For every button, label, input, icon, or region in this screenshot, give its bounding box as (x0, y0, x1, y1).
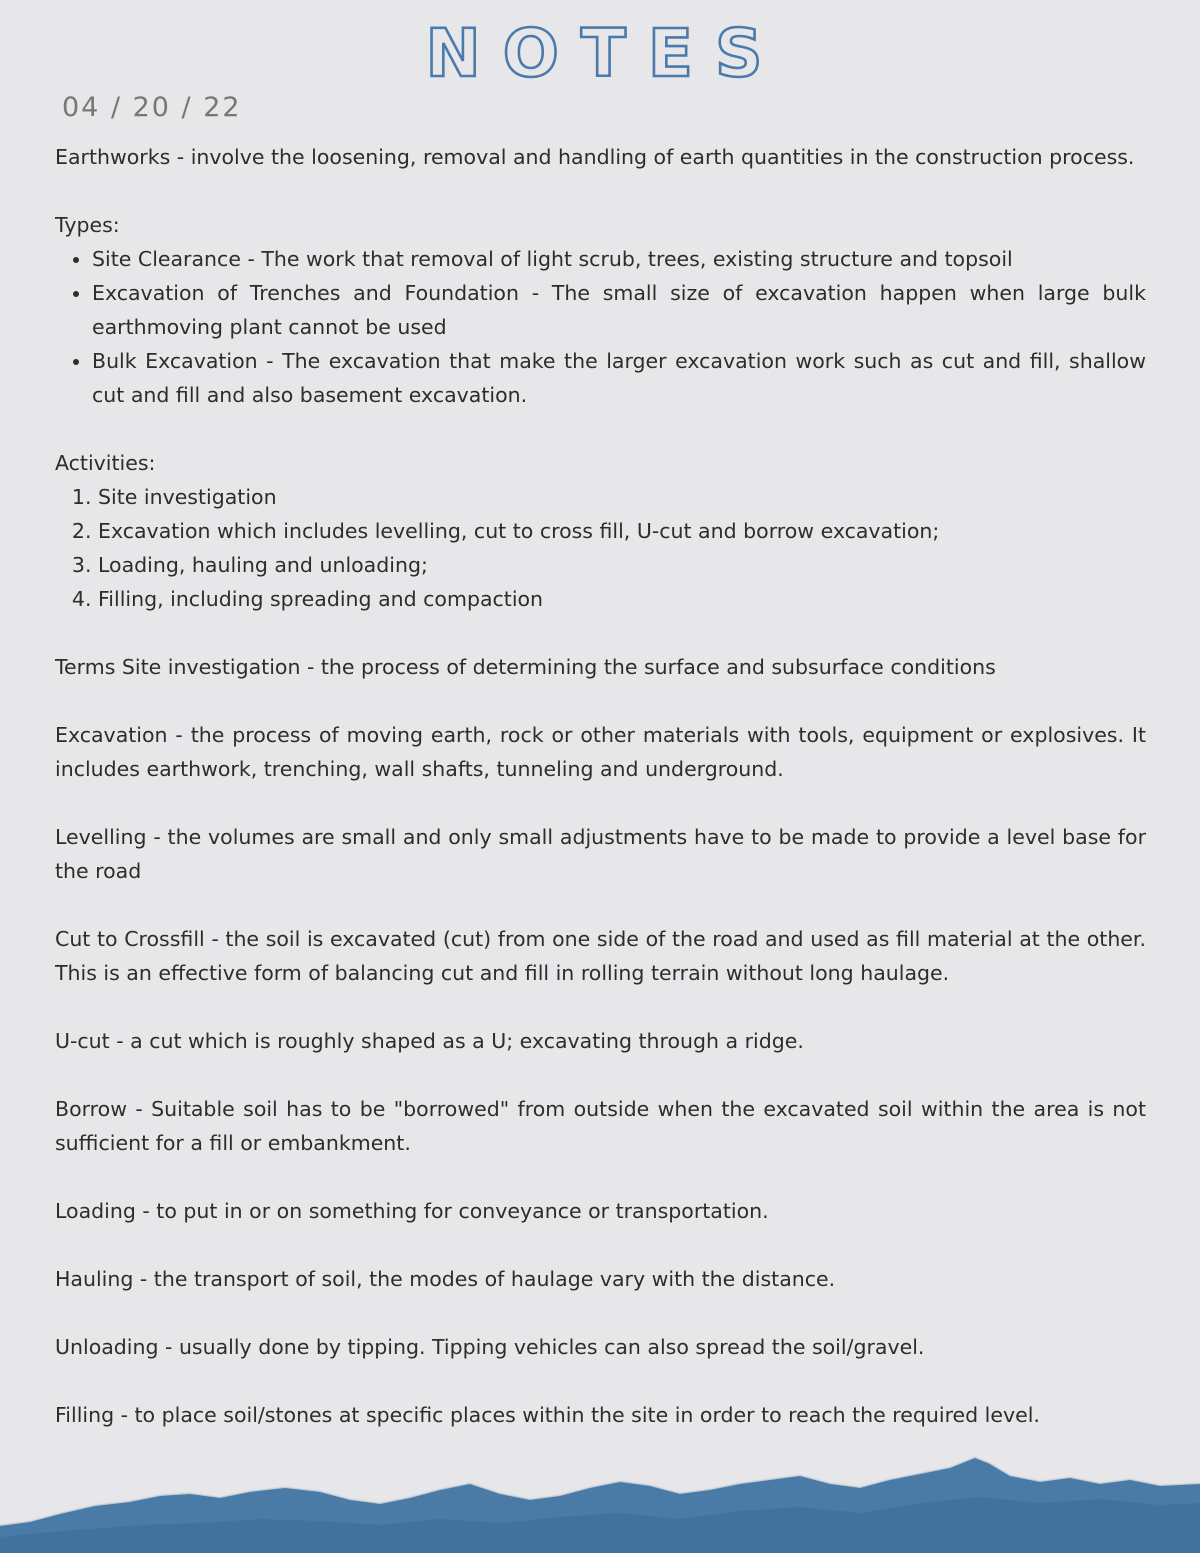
term-paragraph: U-cut - a cut which is roughly shaped as a U; excavating through a ridge. (55, 1029, 804, 1053)
types-heading: Types: (55, 213, 120, 237)
note-date: 04 / 20 / 22 (62, 92, 242, 123)
torn-paper-decoration (0, 1453, 1200, 1553)
term-paragraph: Hauling - the transport of soil, the modes of haulage vary with the distance. (55, 1267, 836, 1291)
list-item: • Bulk Excavation - The excavation that make the larger excavation work such as cut and fill, shallow cut and fill and also basement excavation. (92, 344, 1146, 412)
activities-heading: Activities: (55, 451, 156, 475)
page-title: NOTES (425, 15, 785, 92)
term-paragraph: Levelling - the volumes are small and only small adjustments have to be made to provide a level base for the road (55, 825, 1146, 883)
list-item: • Site Clearance - The work that removal of light scrub, trees, existing structure and topsoil (92, 242, 1146, 276)
term-paragraph: Borrow - Suitable soil has to be "borrowed" from outside when the excavated soil within the area is not sufficient for a fill or embankment. (55, 1097, 1146, 1155)
term-paragraph: Unloading - usually done by tipping. Tipping vehicles can also spread the soil/gravel. (55, 1335, 925, 1359)
activities-list (55, 480, 1146, 616)
list-item: 3. Loading, hauling and unloading; (98, 548, 1146, 582)
term-paragraph: Terms Site investigation - the process of determining the surface and subsurface conditions (55, 655, 996, 679)
term-paragraph: Filling - to place soil/stones at specific places within the site in order to reach the required level. (55, 1403, 1040, 1427)
list-item: • Excavation of Trenches and Foundation - The small size of excavation happen when large bulk earthmoving plant cannot be used (92, 276, 1146, 344)
list-item: 4. Filling, including spreading and compaction (98, 582, 1146, 616)
list-item: 1. Site investigation (98, 480, 1146, 514)
term-paragraph: Excavation - the process of moving earth, rock or other materials with tools, equipment or explosives. It includes earthwork, trenching, wall shafts, tunneling and underground. (55, 723, 1146, 781)
types-list (55, 242, 1146, 412)
term-paragraph: Cut to Crossfill - the soil is excavated (cut) from one side of the road and used as fill material at the other. This is an effective form of balancing cut and fill in rolling terrain without long haulage. (55, 927, 1146, 985)
term-paragraph: Loading - to put in or on something for conveyance or transportation. (55, 1199, 769, 1223)
list-item: 2. Excavation which includes levelling, cut to cross fill, U-cut and borrow excavation; (98, 514, 1146, 548)
intro-paragraph: Earthworks - involve the loosening, removal and handling of earth quantities in the construction process. (55, 145, 1135, 169)
notes-body (55, 140, 1146, 1466)
